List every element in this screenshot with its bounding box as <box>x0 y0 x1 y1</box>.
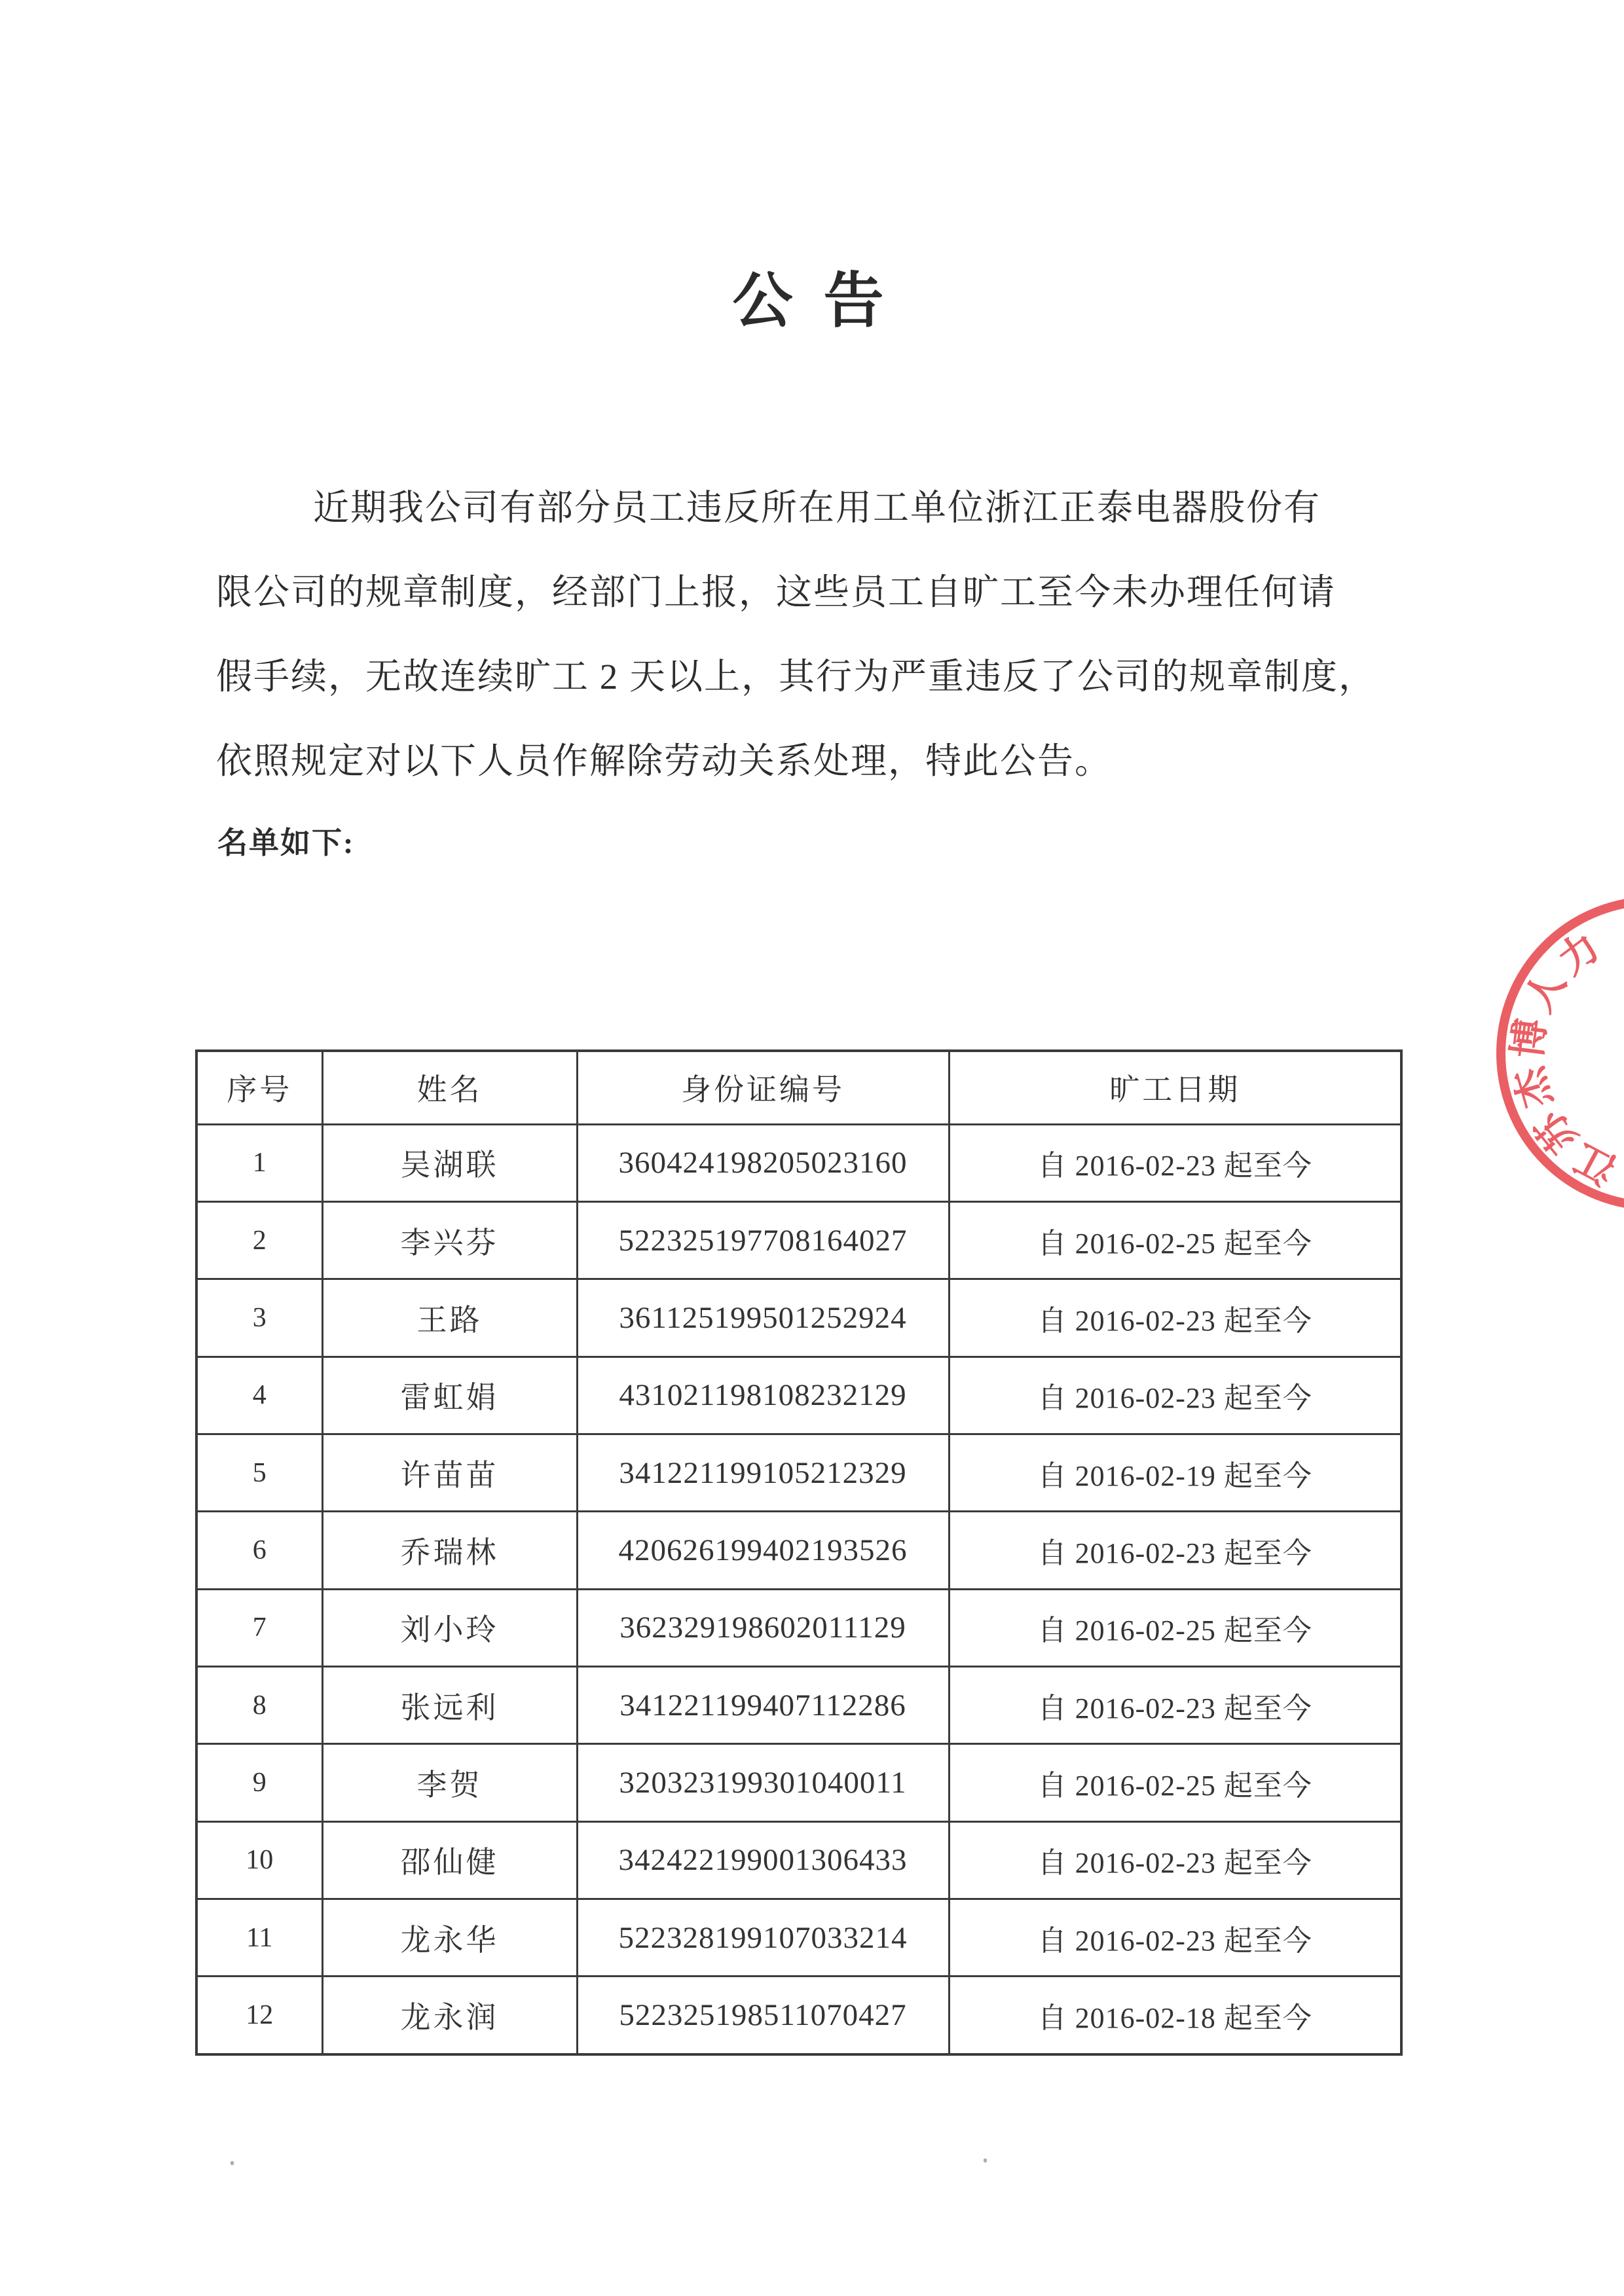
cell-no: 10 <box>196 1821 322 1899</box>
table-row <box>196 1744 1401 1821</box>
cell-date: 自 2016-02-23 起至今 <box>949 1821 1401 1899</box>
cell-no: 9 <box>196 1744 322 1821</box>
cell-date: 自 2016-02-23 起至今 <box>949 1124 1401 1201</box>
cell-name: 邵仙健 <box>322 1821 577 1899</box>
table-row <box>196 1201 1401 1279</box>
cell-id: 522328199107033214 <box>577 1899 949 1976</box>
cell-name: 乔瑞林 <box>322 1512 577 1589</box>
cell-date: 自 2016-02-23 起至今 <box>949 1666 1401 1743</box>
col-header-no: 序号 <box>196 1051 322 1124</box>
seal-char: 力 <box>1550 924 1608 983</box>
announcement-body <box>216 465 1401 803</box>
cell-no: 11 <box>196 1899 322 1976</box>
col-header-date: 旷工日期 <box>949 1051 1401 1124</box>
page-title: 公 告 <box>732 268 892 335</box>
table-row <box>196 1589 1401 1666</box>
cell-id: 420626199402193526 <box>577 1512 949 1589</box>
table-row <box>196 1899 1401 1976</box>
body-line: 假手续，无故连续旷工 2 天以上，其行为严重违反了公司的规章制度， <box>216 657 1376 697</box>
company-seal-stamp <box>1454 877 1624 1231</box>
cell-id: 360424198205023160 <box>577 1124 949 1201</box>
seal-char: 杰 <box>1507 1063 1560 1112</box>
scan-speck <box>984 2159 987 2162</box>
cell-id: 522325197708164027 <box>577 1201 949 1279</box>
seal-char: 江 <box>1568 1135 1623 1192</box>
cell-name: 龙永润 <box>322 1977 577 2054</box>
cell-date: 自 2016-02-23 起至今 <box>949 1357 1401 1434</box>
scan-speck <box>231 2161 234 2165</box>
seal-char: 苏 <box>1527 1102 1586 1161</box>
cell-no: 3 <box>196 1279 322 1357</box>
cell-no: 5 <box>196 1434 322 1511</box>
cell-no: 4 <box>196 1357 322 1434</box>
cell-date: 自 2016-02-25 起至今 <box>949 1589 1401 1666</box>
cell-name: 李兴芬 <box>322 1201 577 1279</box>
cell-id: 522325198511070427 <box>577 1977 949 2054</box>
cell-no: 7 <box>196 1589 322 1666</box>
table-row <box>196 1512 1401 1589</box>
cell-no: 8 <box>196 1666 322 1743</box>
cell-id: 362329198602011129 <box>577 1589 949 1666</box>
seal-char: 人 <box>1517 963 1574 1019</box>
col-header-id: 身份证编号 <box>577 1051 949 1124</box>
cell-id: 361125199501252924 <box>577 1279 949 1357</box>
cell-id: 320323199301040011 <box>577 1744 949 1821</box>
table-row <box>196 1666 1401 1743</box>
cell-date: 自 2016-02-23 起至今 <box>949 1279 1401 1357</box>
table-header-row <box>196 1051 1401 1124</box>
cell-id: 341221199105212329 <box>577 1434 949 1511</box>
cell-name: 刘小玲 <box>322 1589 577 1666</box>
cell-name: 吴湖联 <box>322 1124 577 1201</box>
cell-no: 2 <box>196 1201 322 1279</box>
absentee-table <box>195 1049 1403 2056</box>
cell-date: 自 2016-02-19 起至今 <box>949 1434 1401 1511</box>
cell-date: 自 2016-02-25 起至今 <box>949 1201 1401 1279</box>
table-row <box>196 1279 1401 1357</box>
cell-no: 6 <box>196 1512 322 1589</box>
body-line: 近期我公司有部分员工违反所在用工单位浙江正泰电器股份有 <box>313 488 1321 528</box>
cell-name: 张远利 <box>322 1666 577 1743</box>
cell-id: 431021198108232129 <box>577 1357 949 1434</box>
cell-name: 龙永华 <box>322 1899 577 1976</box>
cell-name: 李贺 <box>322 1744 577 1821</box>
table-row <box>196 1821 1401 1899</box>
body-line: 限公司的规章制度，经部门上报，这些员工自旷工至今未办理任何请 <box>216 572 1337 612</box>
list-intro-label: 名单如下: <box>217 826 355 860</box>
cell-date: 自 2016-02-25 起至今 <box>949 1744 1401 1821</box>
seal-char: 博 <box>1505 1016 1554 1061</box>
cell-id: 341221199407112286 <box>577 1666 949 1743</box>
table-row <box>196 1977 1401 2054</box>
cell-name: 雷虹娟 <box>322 1357 577 1434</box>
cell-id: 342422199001306433 <box>577 1821 949 1899</box>
cell-date: 自 2016-02-23 起至今 <box>949 1899 1401 1976</box>
table-row <box>196 1357 1401 1434</box>
col-header-name: 姓名 <box>322 1051 577 1124</box>
table-row <box>196 1434 1401 1511</box>
cell-name: 许苗苗 <box>322 1434 577 1511</box>
cell-no: 12 <box>196 1977 322 2054</box>
table-row <box>196 1124 1401 1201</box>
cell-name: 王路 <box>322 1279 577 1357</box>
cell-date: 自 2016-02-23 起至今 <box>949 1512 1401 1589</box>
body-line: 依照规定对以下人员作解除劳动关系处理，特此公告。 <box>216 741 1113 781</box>
cell-date: 自 2016-02-18 起至今 <box>949 1977 1401 2054</box>
cell-no: 1 <box>196 1124 322 1201</box>
